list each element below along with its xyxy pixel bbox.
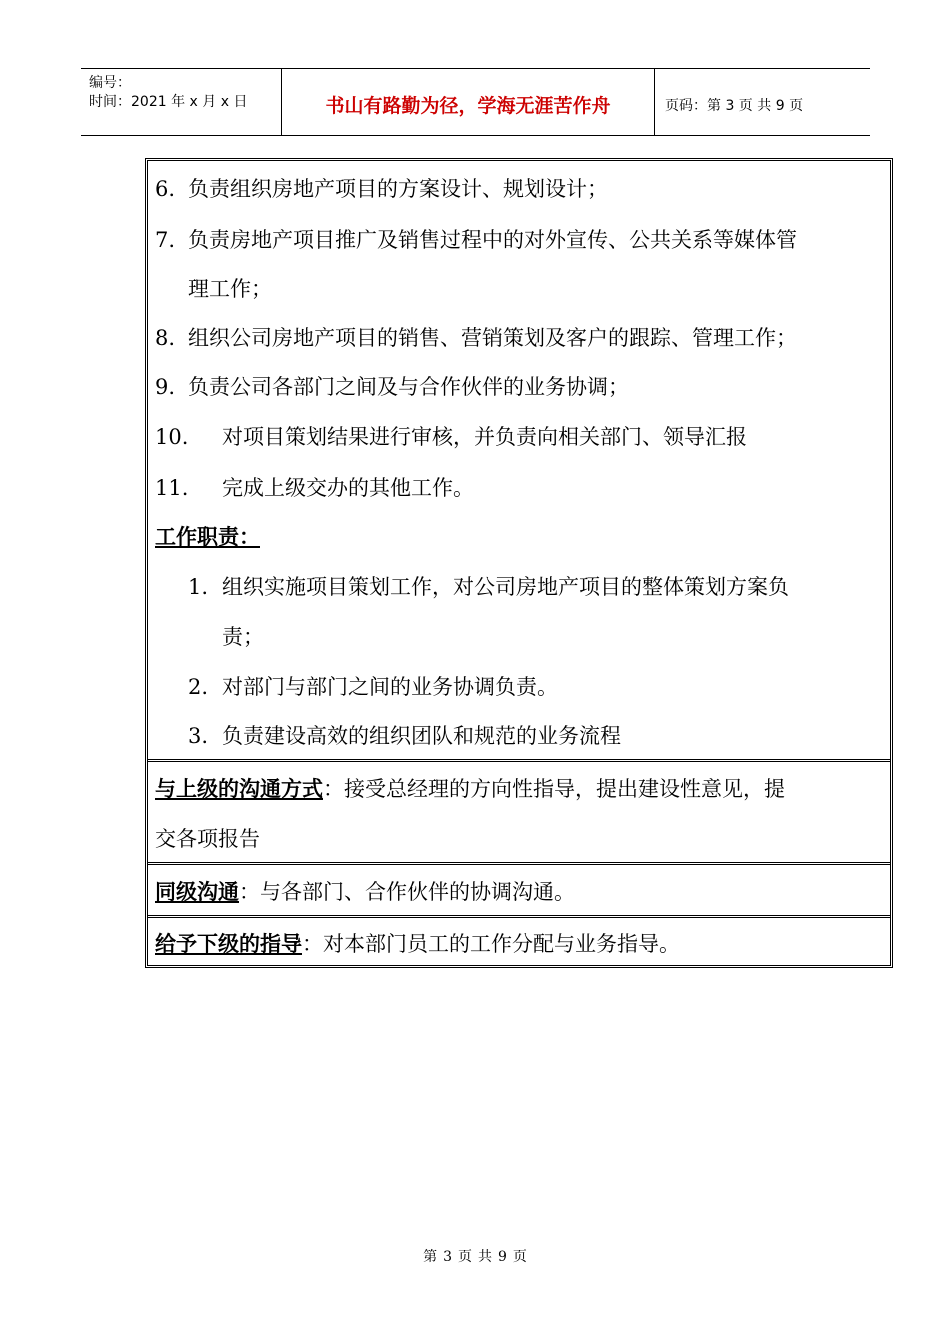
footer-total-pages: 9	[498, 1249, 507, 1265]
footer-word: 页	[458, 1249, 472, 1265]
responsibility-number: 3.	[188, 724, 209, 748]
page-info: 页码：第 3 页 共 9 页	[665, 98, 804, 114]
duty-text: 负责组织房地产项目的方案设计、规划设计；	[188, 177, 608, 201]
responsibility-number: 2.	[188, 675, 209, 699]
superior-comm-text-2: 交各项报告	[155, 827, 260, 851]
responsibility-number: 1.	[188, 575, 209, 599]
footer-word: 第	[423, 1249, 438, 1265]
slogan: 书山有路勤为径，学海无涯苦作舟	[325, 95, 611, 117]
duty-text: 完成上级交办的其他工作。	[222, 476, 474, 500]
responsibility-text: 组织实施项目策划工作，对公司房地产项目的整体策划方案负	[222, 575, 789, 599]
footer-page-number: 3	[443, 1249, 452, 1265]
duty-text: 负责公司各部门之间及与合作伙伴的业务协调；	[188, 375, 629, 399]
duty-text: 对项目策划结果进行审核，并负责向相关部门、领导汇报	[222, 425, 747, 449]
header-slogan-cell	[282, 69, 655, 135]
duty-text: 理工作；	[188, 277, 272, 301]
subordinate-guidance-text: ：对本部门员工的工作分配与业务指导。	[302, 932, 680, 956]
superior-comm-label: 与上级的沟通方式	[155, 777, 323, 801]
peer-comm-line	[155, 882, 575, 903]
duty-text: 负责房地产项目推广及销售过程中的对外宣传、公共关系等媒体管	[188, 228, 797, 252]
duty-number: 6.	[155, 177, 176, 201]
peer-comm-label: 同级沟通	[155, 880, 239, 904]
footer-word: 共	[478, 1249, 492, 1265]
responsibility-text: 负责建设高效的组织团队和规范的业务流程	[222, 724, 621, 748]
subordinate-guidance-line	[155, 934, 680, 955]
peer-communication-row	[148, 862, 890, 915]
duty-number: 11.	[155, 476, 189, 500]
duty-number: 10.	[155, 425, 189, 449]
page-footer	[0, 1246, 950, 1266]
number-label: 编号：	[89, 75, 131, 91]
duty-text: 组织公司房地产项目的销售、营销策划及客户的跟踪、管理工作；	[188, 326, 797, 350]
time-label: 时间：2021 年 x 月 x 日	[89, 94, 248, 110]
superior-communication-row	[148, 759, 890, 862]
peer-comm-text: ：与各部门、合作伙伴的协调沟通。	[239, 880, 575, 904]
footer-word: 页	[512, 1249, 527, 1265]
duty-number: 8.	[155, 326, 176, 350]
header-page-cell	[655, 69, 870, 135]
superior-comm-line	[155, 779, 785, 800]
duties-row	[148, 161, 890, 759]
responsibility-text: 责；	[222, 625, 264, 649]
duty-number: 9.	[155, 375, 176, 399]
responsibility-text: 对部门与部门之间的业务协调负责。	[222, 675, 558, 699]
subordinate-guidance-row	[148, 915, 890, 966]
job-description-table	[145, 158, 893, 968]
superior-comm-text: ：接受总经理的方向性指导，提出建设性意见，提	[323, 777, 785, 801]
page-header	[81, 68, 870, 136]
subordinate-guidance-label: 给予下级的指导	[155, 932, 302, 956]
duty-number: 7.	[155, 228, 176, 252]
responsibilities-heading: 工作职责：	[155, 525, 260, 549]
header-meta	[81, 69, 282, 135]
